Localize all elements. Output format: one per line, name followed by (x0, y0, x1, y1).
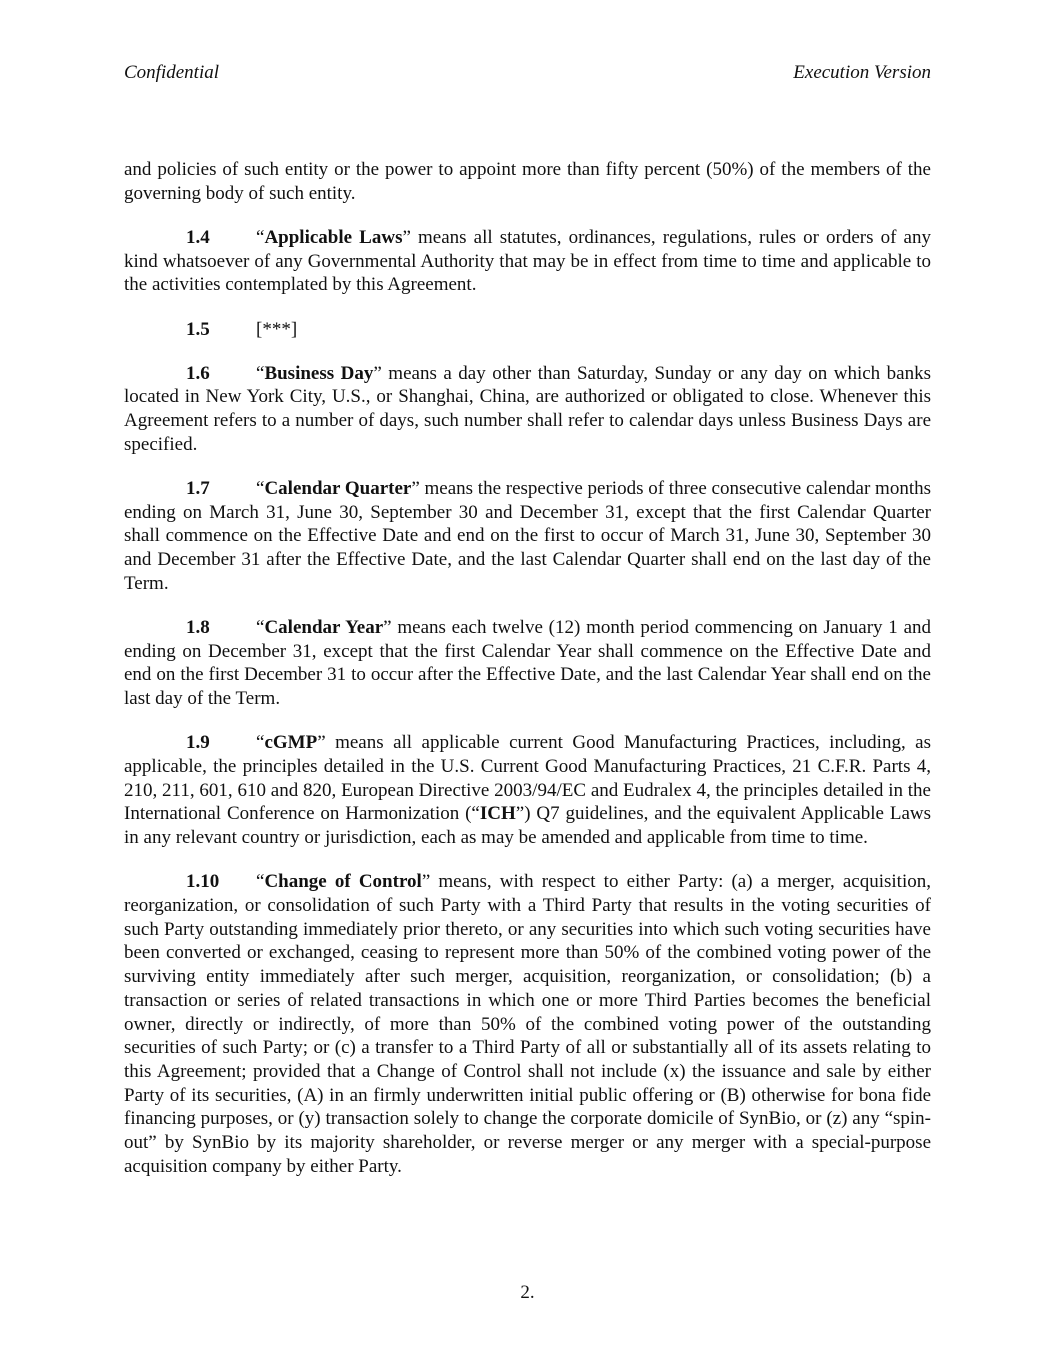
section-text: ” means all applicable current Good Manufacturing Practices, including, as applicable, the principles detailed in the U.S. Current Good Manufacturing Practices, 21 C.F.R. Parts 4, 210, 211, 601, 610 and 820, European Directive 2003/94/EC and Eudralex 4, the principles detailed in the International Conference on Harmonization (“ (124, 732, 931, 825)
header-version: Execution Version (793, 62, 931, 83)
defined-term: cGMP (264, 732, 318, 754)
section-number: 1.10 (186, 871, 220, 893)
section-text: ” means the respective periods of three consecutive calendar months ending on March 31, June 30, September 30 and December 31, except that the first Calendar Quarter shall commence on the Effective Date and end on the first to occur of March 31, June 30, September 30 and December 31 after the Effective Date, and the last Calendar Quarter shall end on the last day of the Term. (124, 478, 931, 594)
section-text-continued: ”) Q7 guidelines, and the equivalent Applicable Laws in any relevant country or jurisdiction, each as may be amended and applicable from time to time. (124, 803, 931, 849)
section-1-8: 1.8 “Calendar Year” means each twelve (12) month period commencing on January 1 and ending on December 31, except that the first Calendar Year shall commence on the Effective Date and end on the first December 31 to occur after the Effective Date, and the last Calendar Year shall end on the last day of the Term. (124, 617, 932, 710)
section-number: 1.5 (186, 318, 210, 340)
section-number: 1.7 (186, 478, 210, 500)
defined-term-ich: ICH (479, 803, 516, 825)
section-1-6: 1.6 “Business Day” means a day other than Saturday, Sunday or any day on which banks located in New York City, U.S., or Shanghai, China, are authorized or obligated to close. Whenever this Agreement refers to a number of days, such number shall refer to calendar days unless Business Days are specified. (124, 362, 932, 455)
section-text: ” means a day other than Saturday, Sunday or any day on which banks located in New York City, U.S., or Shanghai, China, are authorized or obligated to close. Whenever this Agreement refers to a number of days, such number shall refer to calendar days unless Business Days are specified. (124, 362, 932, 455)
page-number: 2. (520, 1282, 535, 1303)
section-number: 1.9 (186, 732, 210, 754)
defined-term: Calendar Quarter (264, 478, 412, 500)
section-text: ” means all statutes, ordinances, regulations, rules or orders of any kind whatsoever of any Governmental Authority that may be in effect from time to time and applicable to the activities contemplated by this Agreement. (124, 226, 931, 296)
header-confidential: Confidential (124, 62, 219, 83)
section-1-4: 1.4 “Applicable Laws” means all statutes, ordinances, regulations, rules or orders of any kind whatsoever of any Governmental Authority that may be in effect from time to time and applicable to the activities contemplated by this Agreement. (124, 226, 931, 296)
defined-term: Business Day (264, 362, 374, 384)
section-1-10: 1.10 “Change of Control” means, with respect to either Party: (a) a merger, acquisition, reorganization, or consolidation of such Party with a Third Party that results in the voting securities of such Party outstanding immediately prior thereto, or any securities into which such voting securities have been converted or exchanged, ceasing to represent more than 50% of the combined voting power of the surviving entity immediately after such merger, acquisition, reorganization, or consolidation; (b) a transaction or series of related transactions in which one or more Third Parties becomes the beneficial owner, directly or indirectly, of more than 50% of the combined voting power of the outstanding securities of such Party; or (c) a transfer to a Third Party of all or substantially all of its assets relating to this Agreement; provided that a Change of Control shall not include (x) the issuance and sale by either Party of its securities, (A) in an firmly underwritten initial public offering or (B) otherwise for bona fide financing purposes, or (y) transaction solely to change the corporate domicile of SynBio, or (z) any “spin-out” by SynBio by its majority shareholder, or reverse merger or any merger with a special-purpose acquisition company by either Party. (124, 871, 931, 1177)
section-text: [***] (256, 318, 298, 340)
defined-term: Calendar Year (264, 617, 384, 639)
section-text: ” means each twelve (12) month period commencing on January 1 and ending on December 31, except that the first Calendar Year shall commence on the Effective Date and end on the first December 31 to occur after the Effective Date, and the last Calendar Year shall end on the last day of the Term. (124, 617, 932, 710)
document-body (124, 158, 931, 1199)
section-1-9: 1.9 “cGMP” means all applicable current Good Manufacturing Practices, including, as applicable, the principles detailed in the U.S. Current Good Manufacturing Practices, 21 C.F.R. Parts 4, 210, 211, 601, 610 and 820, European Directive 2003/94/EC and Eudralex 4, the principles detailed in the International Conference on Harmonization (“ICH”) Q7 guidelines, and the equivalent Applicable Laws in any relevant country or jurisdiction, each as may be amended and applicable from time to time. (124, 732, 931, 849)
defined-term: Change of Control (264, 871, 422, 893)
section-1-5 (124, 318, 931, 342)
section-text: ” means, with respect to either Party: (a) a merger, acquisition, reorganization, or consolidation of such Party with a Third Party that results in the voting securities of such Party outstanding immediately prior thereto, or any securities into which such voting securities have been converted or exchanged, ceasing to represent more than 50% of the combined voting power of the surviving entity immediately after such merger, acquisition, reorganization, or consolidation; (b) a transaction or series of related transactions in which one or more Third Parties becomes the beneficial owner, directly or indirectly, of more than 50% of the combined voting power of the outstanding securities of such Party; or (c) a transfer to a Third Party of all or substantially all of its assets relating to this Agreement; provided that a Change of Control shall not include (x) the issuance and sale by either Party of its securities, (A) in an firmly underwritten initial public offering or (B) otherwise for bona fide financing purposes, or (y) transaction solely to change the corporate domicile of SynBio, or (z) any “spin-out” by SynBio by its majority shareholder, or reverse merger or any merger with a special-purpose acquisition company by either Party. (124, 871, 931, 1177)
intro-paragraph: and policies of such entity or the power to appoint more than fifty percent (50%) of the members of the governing body of such entity. (124, 159, 931, 204)
section-1-7: 1.7 “Calendar Quarter” means the respective periods of three consecutive calendar months ending on March 31, June 30, September 30 and December 31, except that the first Calendar Quarter shall commence on the Effective Date and end on the first to occur of March 31, June 30, September 30 and December 31 after the Effective Date, and the last Calendar Quarter shall end on the last day of the Term. (124, 478, 931, 594)
section-number: 1.8 (186, 617, 210, 639)
defined-term: Applicable Laws (264, 226, 403, 248)
page-header (124, 61, 931, 85)
section-number: 1.6 (186, 362, 210, 384)
section-number: 1.4 (186, 226, 210, 248)
